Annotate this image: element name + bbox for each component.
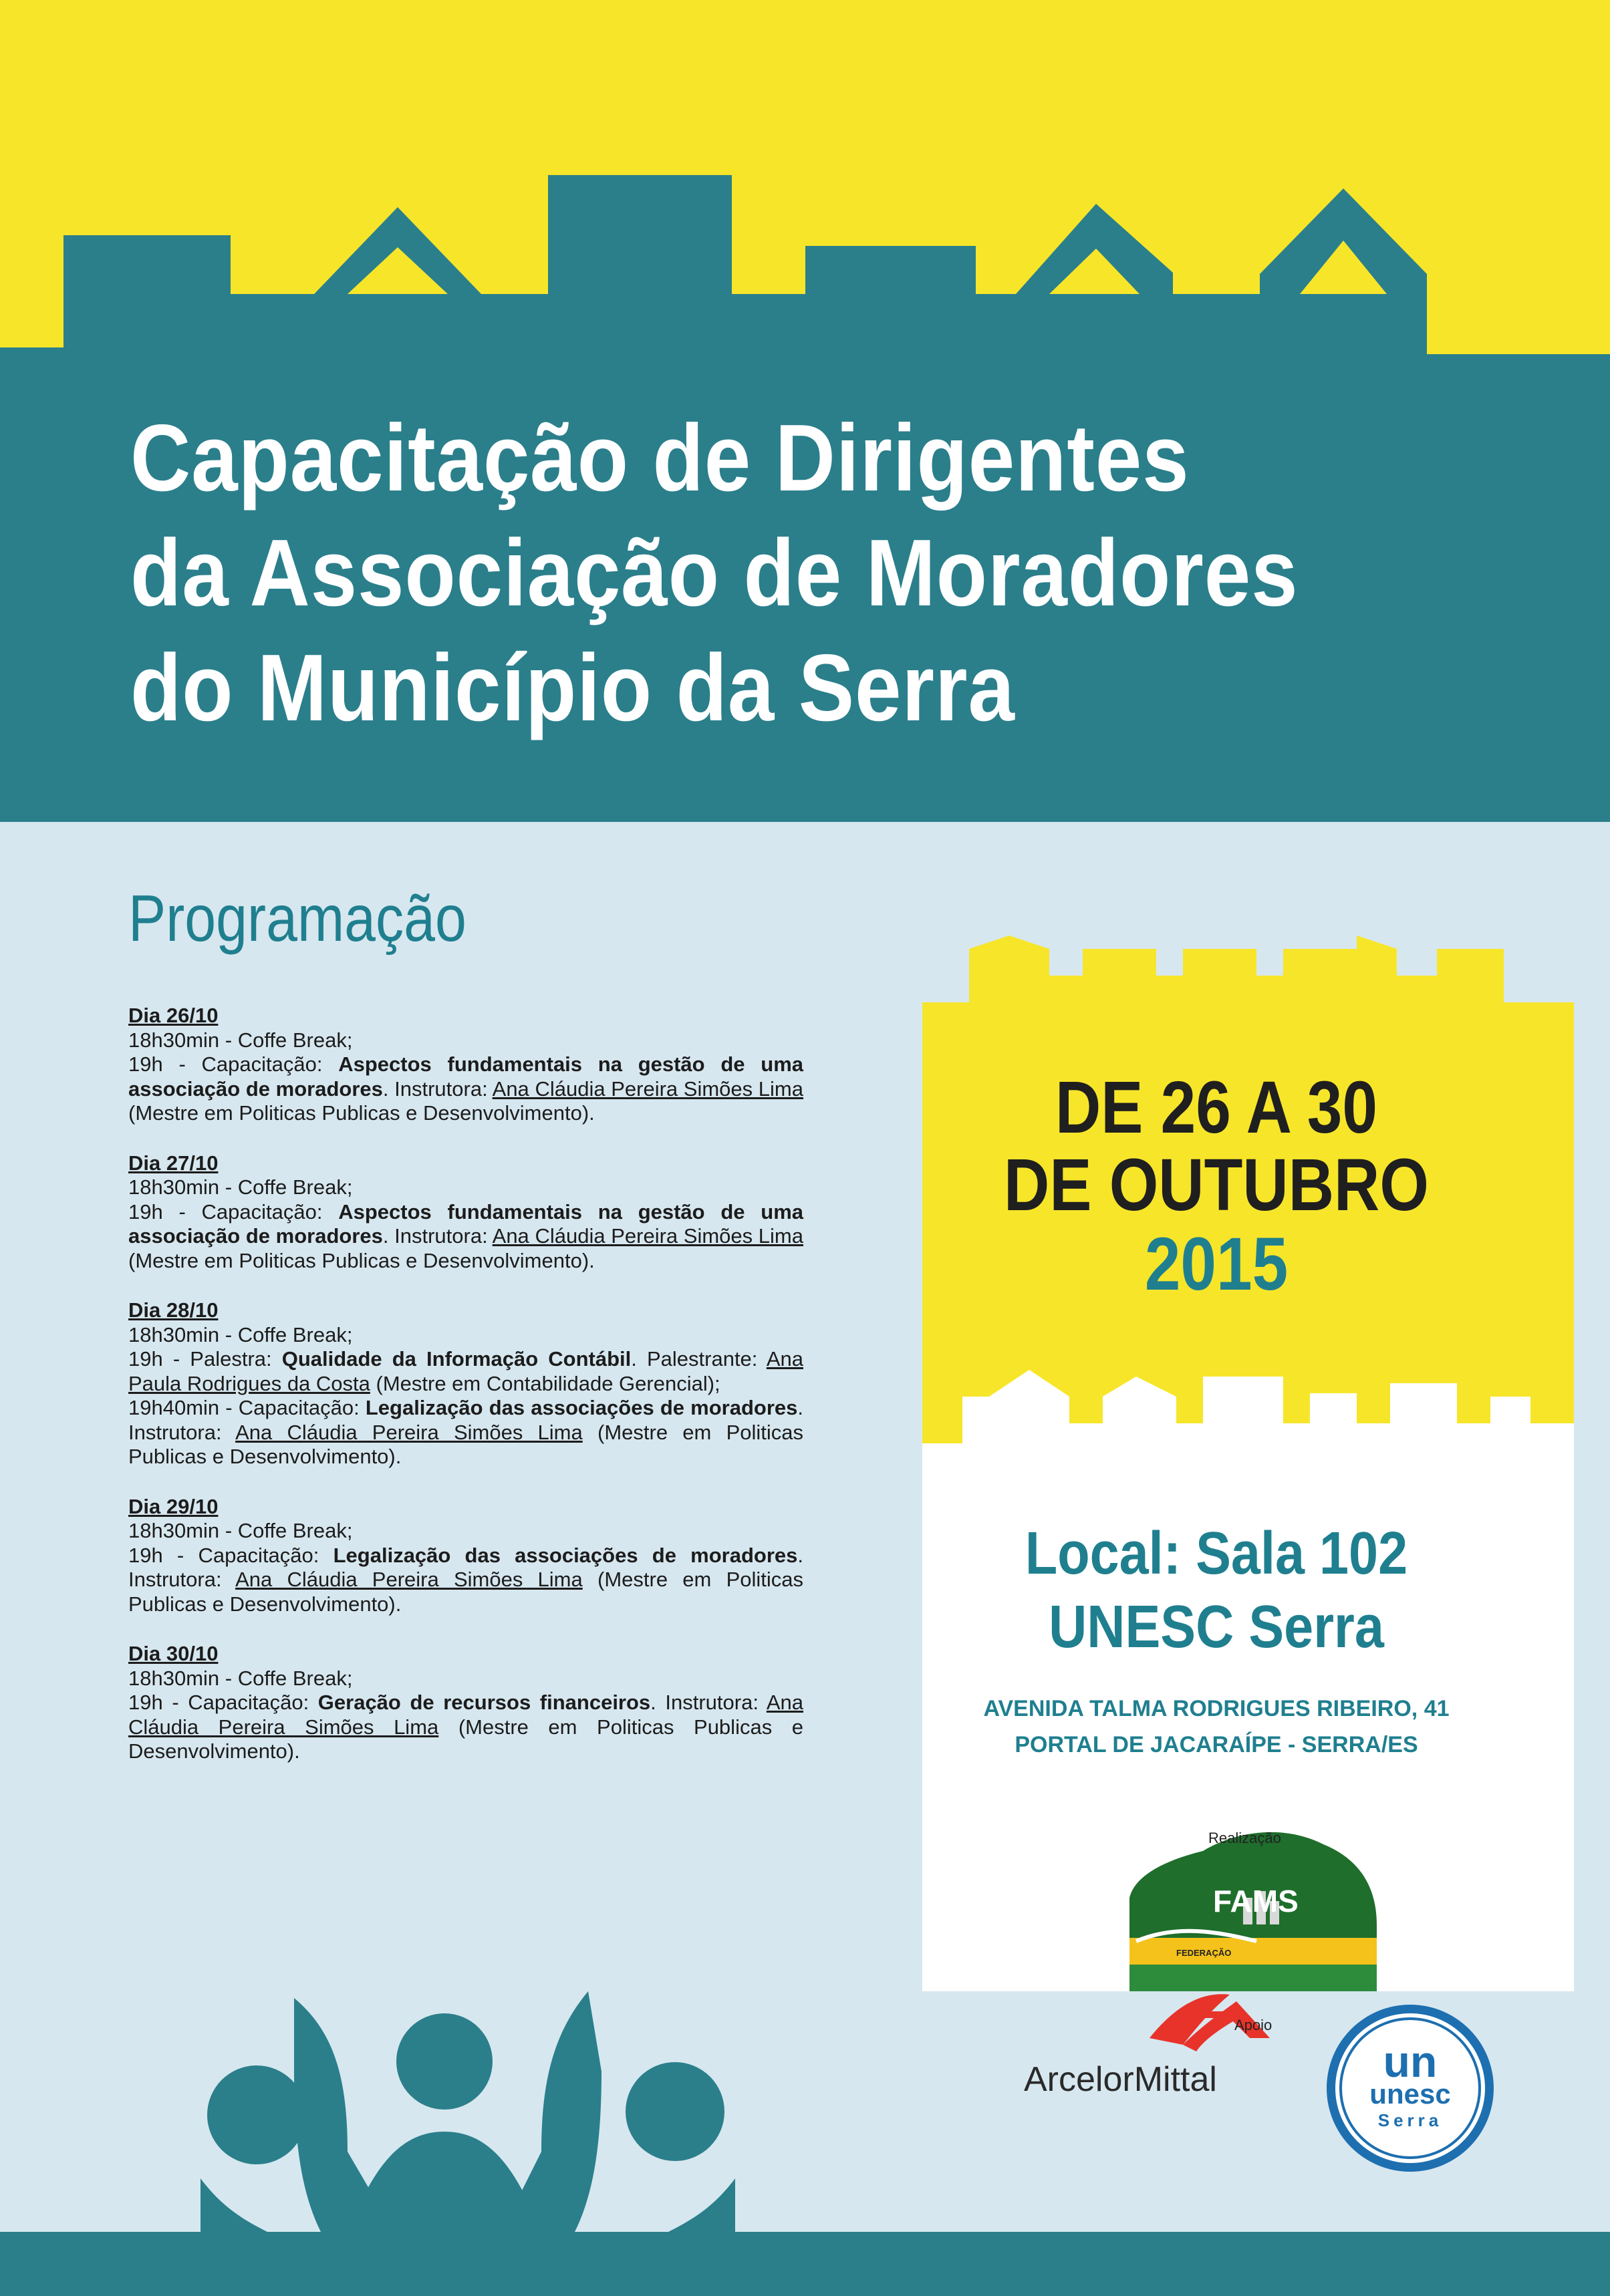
location-room: Local: Sala 102	[1025, 1520, 1408, 1587]
session-text: . Instrutora:	[382, 1077, 493, 1101]
session-topic: Qualidade da Informação Contábil	[281, 1347, 632, 1371]
session-line	[128, 1691, 803, 1764]
session-text: 19h - Capacitação:	[128, 1691, 318, 1714]
speaker-name: Ana Cláudia Pereira Simões Lima	[492, 1224, 804, 1248]
session-topic: Aspectos fundamentais na gestão de uma associação de moradores	[128, 1199, 804, 1248]
address-line-1: AVENIDA TALMA RODRIGUES RIBEIRO, 41	[983, 1696, 1450, 1721]
unesc-name: unesc	[1369, 2078, 1451, 2110]
title-line-3: do Município da Serra	[130, 635, 1015, 741]
session-text: 19h - Capacitação:	[128, 1199, 339, 1224]
unesc-mark: un	[1383, 2037, 1438, 2086]
session-text: (Mestre em Politicas Publicas e Desenvolvimento).	[128, 1248, 595, 1272]
speaker-name: Ana Cláudia Pereira Simões Lima	[492, 1077, 804, 1101]
title-line-2: da Associação de Moradores	[130, 520, 1299, 626]
programacao-heading: Programação	[128, 881, 466, 955]
realizacao-label: Realização	[1208, 1830, 1281, 1846]
day-title: Dia 28/10	[128, 1298, 219, 1322]
session-text: (Mestre em Contabilidade Gerencial);	[370, 1371, 720, 1395]
fams-name: FAMS	[1213, 1884, 1299, 1918]
schedule-day	[128, 1298, 803, 1469]
day-title: Dia 30/10	[128, 1642, 219, 1665]
unesc-city: Serra	[1377, 2110, 1443, 2130]
session-line	[128, 1052, 803, 1126]
date-month-line: DE OUTUBRO	[1004, 1144, 1429, 1226]
address-line-2: PORTAL DE JACARAÍPE - SERRA/ES	[1015, 1732, 1418, 1757]
teal-bottom-band	[0, 2232, 1610, 2296]
location-address	[922, 1691, 1510, 1763]
arcelormittal-name: ArcelorMittal	[1024, 2060, 1217, 2099]
schedule-day	[128, 1004, 803, 1126]
session-text: (Mestre em Politicas Publicas e Desenvolvimento).	[128, 1420, 803, 1468]
session-text: 19h - Capacitação:	[128, 1052, 339, 1076]
session-text: 19h40min - Capacitação:	[128, 1396, 366, 1419]
session-line	[128, 1544, 803, 1617]
schedule-day	[128, 1495, 803, 1617]
session-text: . Instrutora:	[382, 1224, 493, 1248]
session-line	[128, 1200, 803, 1274]
schedule-list	[128, 1004, 803, 1789]
speaker-name: Ana Cláudia Pereira Simões Lima	[235, 1420, 583, 1444]
fams-federacao-text: FEDERAÇÃO	[1176, 1948, 1232, 1958]
day-title: Dia 29/10	[128, 1494, 219, 1518]
session-topic: Geração de recursos financeiros	[317, 1691, 651, 1714]
session-line	[128, 1396, 803, 1469]
session-line	[128, 1347, 803, 1396]
session-text: (Mestre em Politicas Publicas e Desenvolvimento).	[128, 1101, 595, 1125]
session-topic: Aspectos fundamentais na gestão de uma associação de moradores	[128, 1052, 804, 1101]
speaker-name: Ana Cláudia Pereira Simões Lima	[235, 1568, 583, 1591]
coffee-break-line: 18h30min - Coffe Break;	[128, 1666, 353, 1690]
session-text: . Palestrante:	[631, 1347, 767, 1371]
people-logo-icon	[200, 1991, 735, 2232]
schedule-day	[128, 1151, 803, 1274]
session-topic: Legalização das associações de moradores	[365, 1396, 798, 1419]
coffee-break-line: 18h30min - Coffe Break;	[128, 1028, 353, 1052]
session-text: 19h - Capacitação:	[128, 1543, 333, 1567]
session-text: . Instrutora:	[650, 1691, 767, 1714]
day-title: Dia 26/10	[128, 1004, 219, 1027]
session-text: 19h - Palestra:	[128, 1347, 282, 1371]
session-text: (Mestre em Politicas Publicas e Desenvolvimento).	[128, 1715, 803, 1763]
poster-title	[130, 401, 1567, 746]
session-text: . Instrutora:	[128, 1543, 804, 1591]
coffee-break-line: 18h30min - Coffe Break;	[128, 1175, 353, 1199]
location-campus: UNESC Serra	[1049, 1594, 1384, 1661]
date-block	[922, 1066, 1510, 1306]
date-year: 2015	[1144, 1222, 1289, 1306]
speaker-name: Ana Cláudia Pereira Simões Lima	[128, 1691, 803, 1739]
location-block	[922, 1517, 1510, 1763]
title-line-1: Capacitação de Dirigentes	[130, 405, 1190, 511]
session-text: . Instrutora:	[128, 1396, 803, 1444]
speaker-name: Ana Paula Rodrigues da Costa	[128, 1347, 803, 1395]
coffee-break-line: 18h30min - Coffe Break;	[128, 1519, 353, 1542]
session-text: (Mestre em Politicas Publicas e Desenvolvimento).	[128, 1568, 803, 1616]
day-title: Dia 27/10	[128, 1151, 219, 1175]
schedule-day	[128, 1642, 803, 1764]
session-topic: Legalização das associações de moradores	[333, 1543, 798, 1567]
apoio-label: Apoio	[1234, 2017, 1272, 2033]
date-range-line: DE 26 A 30	[1055, 1066, 1378, 1149]
coffee-break-line: 18h30min - Coffe Break;	[128, 1322, 353, 1346]
